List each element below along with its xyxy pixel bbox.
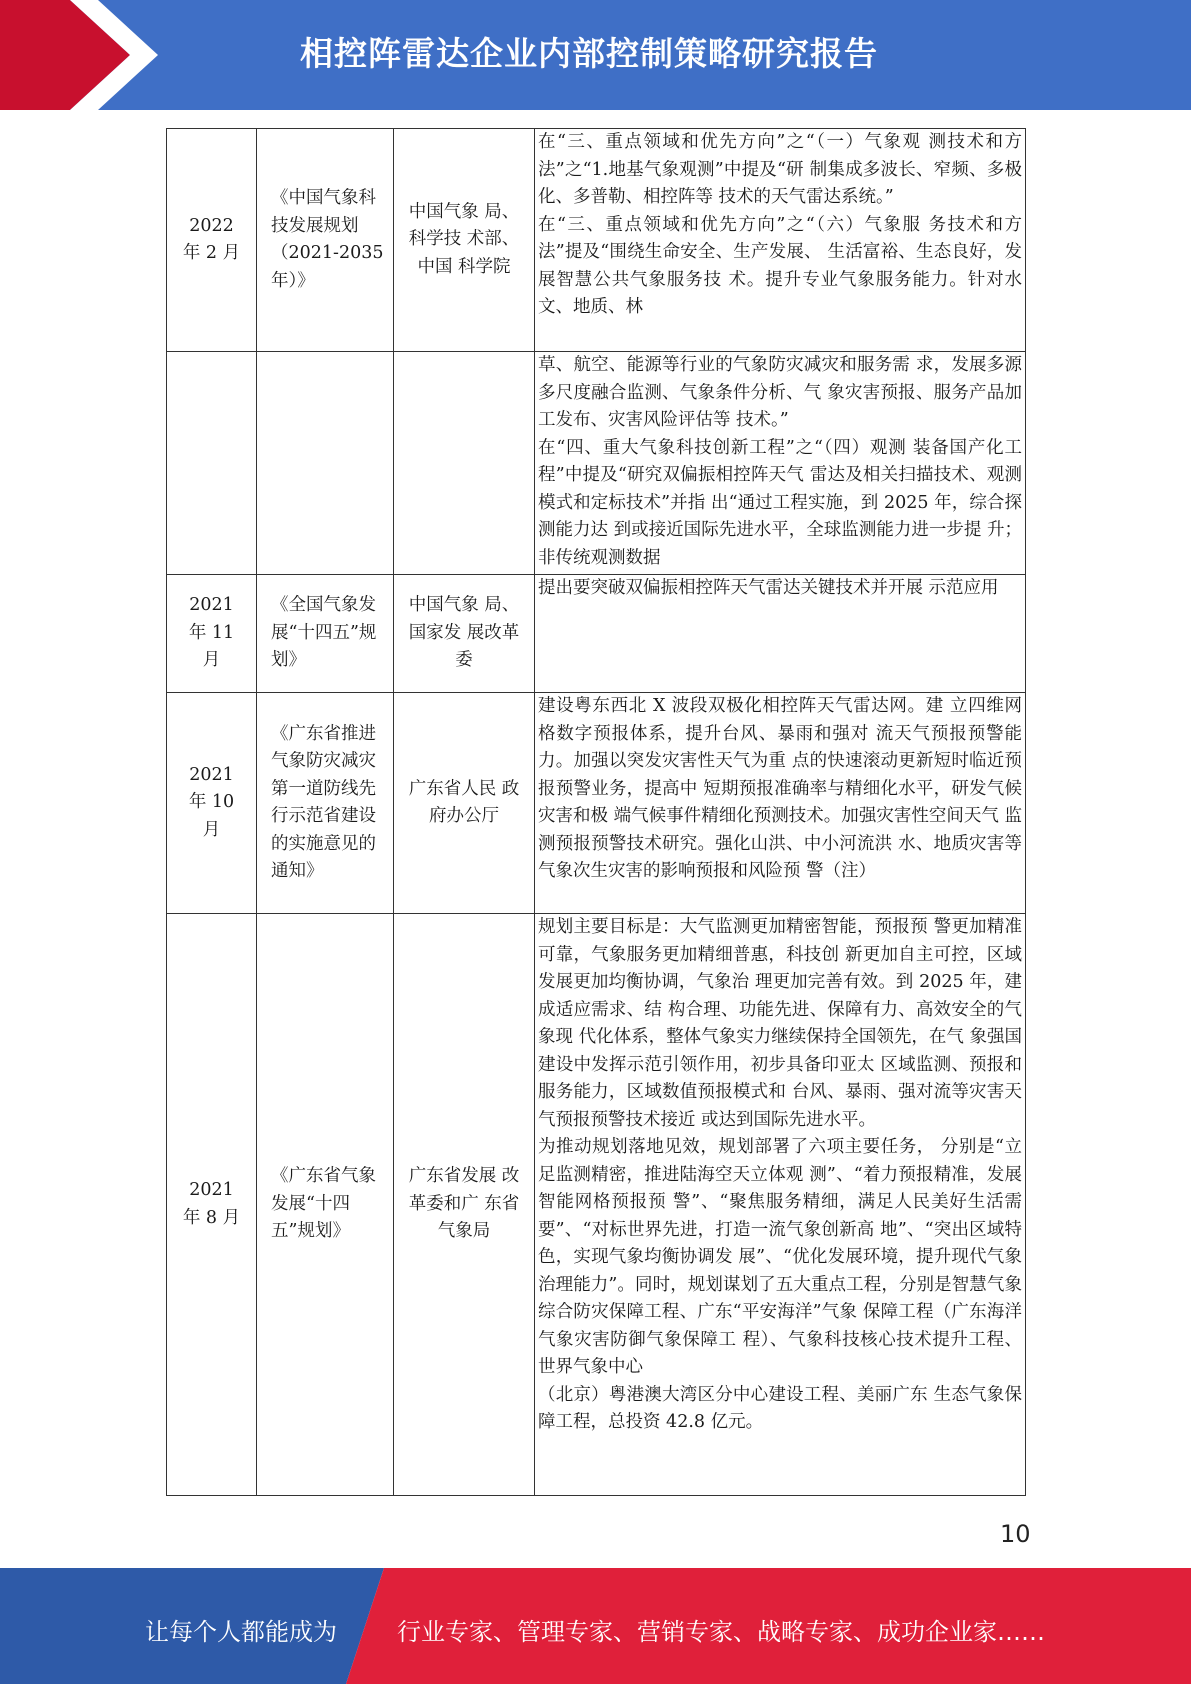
table-row [167,575,1026,693]
date-year: 2021 [189,764,234,785]
table-row [167,914,1026,1496]
date-cell [167,575,257,693]
date-month: 年 2 月 [182,243,241,263]
date-year: 2022 [189,215,234,236]
content-paragraph: 建设粤东西北 X 波段双极化相控阵天气雷达网。建 立四维网格数字预报体系，提升台风、暴雨和强对 流天气预报预警能力。加强以突发灾害性天气为重 点的快速滚动更新短时临近预报预警业务，提高中 短期预报准确率与精细化水平，研发气候灾害和极 端气候事件精细化预测技术。加强灾害性空间天气 监测预报预警技术研究。强化山洪、中小河流洪 水、地质灾害等气象次生灾害的影响预报和风险预 警（注） [538,696,1022,881]
content-cell [535,575,1026,693]
report-title: 相控阵雷达企业内部控制策略研究报告 [300,34,878,73]
content-cell [535,914,1026,1496]
page-footer [0,1568,1191,1684]
policy-title-cell: 《广东省推进气象防灾减灾第一道防线先行示范省建设的实施意见的通知》 [257,693,394,914]
date-month: 年 11 [188,622,235,643]
issuer-cell: 广东省人民 政府办公厅 [394,693,535,914]
date-month: 年 8 月 [182,1207,241,1228]
content-cell [535,352,1026,575]
table-row [167,352,1026,575]
content-paragraph: 草、航空、能源等行业的气象防灾减灾和服务需 求，发展多源多尺度融合监测、气象条件分析、气 象灾害预报、服务产品加工发布、灾害风险评估等 技术。” [538,355,1022,430]
date-year: 2021 [189,1180,234,1200]
date-cell [167,693,257,914]
page-number: 10 [1000,1520,1031,1548]
page-header [0,0,1191,110]
content-paragraph: 提出要突破双偏振相控阵天气雷达关键技术并开展 示范应用 [538,578,999,598]
content-paragraph: 在“三、重点领域和优先方向”之“（六）气象服 务技术和方法”提及“围绕生命安全、生产发展、 生活富裕、生态良好，发展智慧公共气象服务技 术。提升专业气象服务能力。针对水文、地质、林 [538,214,1022,317]
content-paragraph: （北京）粤港澳大湾区分中心建设工程、美丽广东 生态气象保障工程，总投资 42.8 亿元。 [538,1384,1022,1432]
date-cell [167,914,257,1496]
date-month-suffix: 月 [202,650,221,671]
table-row [167,129,1026,352]
content-paragraph: 规划主要目标是：大气监测更加精密智能，预报预 警更加精准可靠，气象服务更加精细普惠，科技创 新更加自主可控，区域发展更加均衡协调，气象治 理更加完善有效。到 2025 年，建成适应需求、结 构合理、功能先进、保障有力、高效安全的气象现 代化体系，整体气象实力继续保持全国领先，在气 象强国建设中发挥示范引领作用，初步具备印亚太 区域监测、预报和服务能力，区域数值预报模式和 台风、暴雨、强对流等灾害天气预报预警技术接近 或达到国际先进水平。 [538,917,1022,1130]
content-cell [535,693,1026,914]
issuer-cell: 中国气象 局、国家发 展改革委 [394,575,535,693]
content-paragraph: 为推动规划落地见效，规划部署了六项主要任务， 分别是“立足监测精密，推进陆海空天立体观 测”、“着力预报精准，发展智能网格预报预 警”、“聚焦服务精细，满足人民美好生活需 要”、“对标世界先进，打造一流气象创新高 地”、“突出区域特色，实现气象均衡协调发 展”、“优化发展环境，提升现代气象治理能力”。同时，规划谋划了五大重点工程，分别是智慧气象综合防灾保障工程、广东“平安海洋”气象 保障工程（广东海洋气象灾害防御气象保障工 程）、气象科技核心技术提升工程、世界气象中心 [538,1137,1022,1377]
date-cell [167,129,257,352]
date-year: 2021 [189,595,234,616]
footer-slogan-right: 行业专家、管理专家、营销专家、战略专家、成功企业家…… [397,1618,1045,1646]
date-month: 年 10 [188,792,235,813]
issuer-cell: 中国气象 局、科学技 术部、中国 科学院 [394,129,535,352]
policy-title-cell: 《广东省气象发展“十四五”规划》 [257,914,394,1496]
issuer-cell: 广东省发展 改革委和广 东省气象局 [394,914,535,1496]
issuer-cell [394,352,535,575]
content-paragraph: 在“三、重点领域和优先方向”之“（一）气象观 测技术和方法”之“1.地基气象观测”中提及“研 制集成多波长、窄频、多极化、多普勒、相控阵等 技术的天气雷达系统。” [538,132,1022,207]
footer-slogan-left: 让每个人都能成为 [145,1618,337,1646]
content-paragraph: 在“四、重大气象科技创新工程”之“（四）观测 装备国产化工程”中提及“研究双偏振相控阵天气 雷达及相关扫描技术、观测模式和定标技术”并指 出“通过工程实施，到 2025 年，综合探测能力达 到或接近国际先进水平，全球监测能力进一步提 升；非传统观测数据 [538,437,1022,568]
policy-title-cell: 《全国气象发展“十四五”规划》 [257,575,394,693]
date-cell [167,352,257,575]
table-row [167,693,1026,914]
content-cell [535,129,1026,352]
policy-title-cell: 《中国气象科技发展规划（2021-2035 年）》 [257,129,394,352]
policy-title-cell [257,352,394,575]
date-month-suffix: 月 [202,819,221,840]
policy-table [166,128,1025,1496]
